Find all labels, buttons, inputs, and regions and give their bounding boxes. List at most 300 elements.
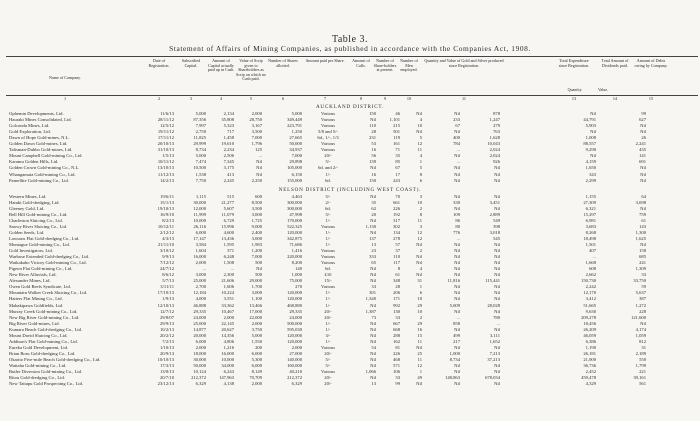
table-cell: 11,079 <box>221 211 234 217</box>
column-header: Quantity and Value of Gold and Silver produced since Registration. <box>424 58 504 68</box>
table-cell: 5/7/13 <box>162 278 174 284</box>
table-cell: 812 <box>639 338 646 344</box>
table-cell: 120,000 <box>287 296 302 302</box>
table-cell: 192 <box>393 211 400 217</box>
table-cell: 120,000 <box>287 290 302 296</box>
table-cell: 4,174 <box>635 326 646 332</box>
table-cell: 1,008 <box>585 135 596 141</box>
table-cell: 29,000 <box>249 278 262 284</box>
table-cell: 15/1/13 <box>159 199 174 205</box>
table-cell: 5,000 <box>291 111 302 116</box>
table-cell: 1,606 <box>223 284 234 290</box>
table-cell: 24,000 <box>289 314 302 320</box>
table-cell: Nil <box>454 171 460 177</box>
table-cell: 46,888 <box>193 302 206 308</box>
company-name: Ritou Gold-dredging Co., Ltd. <box>9 375 65 381</box>
column-header: Value of Scrip given to Shareholders as Scrip on which no Cash paid. <box>236 58 266 82</box>
table-cell: 26 <box>641 135 646 141</box>
table-cell: 2,000 <box>195 344 206 350</box>
table-cell: 120,000 <box>287 229 302 235</box>
table-cell: 2,700 <box>195 284 206 290</box>
table-cell: 86 <box>455 217 460 223</box>
table-cell: 143 <box>639 223 646 229</box>
table-cell: 1,550 <box>251 338 262 344</box>
table-cell: 5,000 <box>195 153 206 159</box>
table-cell: Nil <box>416 260 422 266</box>
table-cell: 51,665 <box>583 302 596 308</box>
table-cell: Nil <box>256 171 262 177</box>
table-cell: 5 <box>419 135 422 141</box>
company-name: Golden Dawn Gold-mines, Ltd. <box>9 141 68 147</box>
table-cell: 62 <box>371 205 376 211</box>
table-cell: Nil <box>494 193 500 199</box>
column-number: 11 <box>461 96 467 101</box>
table-cell: 545 <box>493 235 500 241</box>
table-cell: 37,213 <box>487 356 500 362</box>
table-cell: 61 <box>641 217 646 223</box>
table-cell: Nil <box>494 171 500 177</box>
column-header: Name of Company. <box>49 75 81 80</box>
table-cell: Nil <box>370 326 376 332</box>
table-cell: 10 <box>417 308 422 314</box>
table-cell: Nil <box>640 242 646 247</box>
table-cell: Nil <box>370 302 376 308</box>
table-cell: Nil <box>494 326 500 332</box>
table-cell: 1,538 <box>195 171 206 177</box>
table-cell: 5/- <box>325 193 331 199</box>
table-cell: 5/8 and 5/- <box>318 129 338 135</box>
table-cell: 37 <box>395 248 400 254</box>
table-cell: 6,000 <box>251 363 262 368</box>
table-cell: 763 <box>493 129 500 135</box>
table-cell: 413 <box>227 171 234 177</box>
table-cell: Various <box>320 147 336 153</box>
table-cell: 501 <box>393 129 400 135</box>
company-name: Ophemin Developments, Ltd. <box>9 111 64 116</box>
table-cell: 2,024 <box>489 147 500 153</box>
table-cell: 1,796 <box>251 141 262 147</box>
table-cell: 1/- <box>325 235 331 241</box>
table-cell: 140,000 <box>287 356 302 362</box>
table-cell: 6,243 <box>223 369 234 375</box>
table-cell: 278 <box>393 235 400 241</box>
table-cell: Nil <box>590 153 596 159</box>
table-cell: 3,000 <box>251 235 262 241</box>
table-cell: 57 <box>395 242 400 247</box>
table-cell: 400 <box>453 135 460 141</box>
table-cell: 1/- <box>325 338 331 344</box>
table-cell: 25 <box>417 350 422 356</box>
table-title: Statement of Affairs of Mining Companies, as published in accordance with the Companies Act, 1908. <box>169 44 531 53</box>
table-cell: 317 <box>393 217 400 223</box>
table-cell: 6d. <box>325 177 331 183</box>
table-cell: 678,034 <box>485 375 500 381</box>
table-cell: 3,551 <box>223 296 234 302</box>
table-cell: Nil <box>454 111 460 116</box>
table-cell: 20,627 <box>221 326 234 332</box>
table-cell: 28 <box>395 284 400 290</box>
table-cell: 1/- <box>325 171 331 177</box>
table-cell: 53 <box>371 141 376 147</box>
table-cell: Nil <box>494 363 500 368</box>
table-cell: 170,000 <box>287 217 302 223</box>
table-cell: 137 <box>369 235 376 241</box>
table-cell: ... <box>456 235 460 241</box>
table-cell: 5/- <box>325 363 331 368</box>
table-cell: 1,130 <box>365 223 376 229</box>
table-cell: 6,248 <box>223 254 234 260</box>
table-cell: 6,321 <box>585 205 596 211</box>
table-cell: Nil <box>494 260 500 266</box>
table-cell: Nil <box>454 205 460 211</box>
table-cell: 6,729 <box>223 217 234 223</box>
table-cell: 1/- <box>325 217 331 223</box>
table-cell: 99 <box>395 381 400 387</box>
table-cell: 18,456 <box>583 320 596 326</box>
table-cell: 5,000 <box>195 111 206 116</box>
table-cell: 3,000 <box>195 272 206 278</box>
table-cell: 11,999 <box>193 211 206 217</box>
table-cell: Nil <box>256 159 262 165</box>
table-cell: 14/2/13 <box>159 177 174 183</box>
table-cell: 9,630 <box>585 308 596 314</box>
table-cell: Nil <box>494 344 500 350</box>
table-cell: 10,224 <box>221 290 234 296</box>
table-cell: 20 <box>371 211 376 217</box>
column-header: Total Amount of Dividends paid. <box>601 58 629 68</box>
table-cell: Nil <box>370 332 376 338</box>
table-cell: 21/11/10 <box>157 242 174 247</box>
table-cell: 13/10/13 <box>157 165 174 171</box>
table-cell: 70 <box>395 193 400 199</box>
table-cell: 147,963 <box>219 375 234 381</box>
table-cell: 12/5/12 <box>159 123 174 129</box>
table-cell: 19/10/13 <box>157 205 174 211</box>
column-header: Amount paid per Share. <box>305 58 345 63</box>
company-name: Hauraki Mines Consolidated, Ltd. <box>9 117 72 123</box>
table-cell: 1/- <box>325 290 331 296</box>
table-cell: 1,983 <box>251 242 262 247</box>
table-cell: ... <box>456 314 460 320</box>
table-cell: Nil <box>454 369 460 375</box>
table-cell: 8/2/13 <box>162 217 174 223</box>
table-cell: 279 <box>493 123 500 129</box>
table-cell: 50,000 <box>289 141 302 147</box>
table-cell: 10,000 <box>193 217 206 223</box>
table-cell: 6d., 1/-, 1/3 <box>317 135 339 141</box>
table-cell: 2,134 <box>223 111 234 116</box>
table-cell: 717 <box>227 129 234 135</box>
table-cell: 26,181 <box>583 350 596 356</box>
company-name: Big River Gold-mines, Ltd. <box>9 320 60 326</box>
table-cell: 1,508 <box>223 260 234 266</box>
table-cell: 13,436 <box>221 235 234 241</box>
table-cell: 5,903 <box>585 123 596 129</box>
table-cell: 231 <box>369 135 376 141</box>
table-cell: 20,000 <box>193 332 206 338</box>
table-cell: 26,209 <box>583 326 596 332</box>
table-cell: 6,386 <box>585 338 596 344</box>
company-name: Gold Exploration, Ltd. <box>9 129 51 135</box>
table-cell: 16,000 <box>193 254 206 260</box>
table-cell: 11 <box>417 356 422 362</box>
table-cell: 330 <box>453 199 460 205</box>
column-header: Amount of Debts owing by Company. <box>634 58 668 68</box>
table-cell: 5 <box>419 165 422 171</box>
table-cell: 12 <box>417 363 422 368</box>
table-cell: 171 <box>393 296 400 302</box>
table-cell: 4,463 <box>291 193 302 199</box>
table-cell: Nil <box>256 165 262 171</box>
table-cell: Nil <box>416 129 422 135</box>
table-cell: 8,200 <box>291 260 302 266</box>
table-cell: 50,000 <box>193 363 206 368</box>
table-cell: Nil <box>494 205 500 211</box>
table-cell: 7/12/12 <box>159 260 174 266</box>
table-cell: 1/5/13 <box>162 153 174 159</box>
table-cell: 16 <box>417 326 422 332</box>
table-cell: 217 <box>453 338 460 344</box>
table-cell: 561 <box>639 381 646 387</box>
table-cell: 233 <box>453 117 460 123</box>
table-cell: 40,210 <box>289 369 302 375</box>
table-cell: 29 <box>417 302 422 308</box>
table-cell: 24/7/12 <box>159 266 174 272</box>
table-cell: 64 <box>641 193 646 199</box>
table-cell: 67 <box>455 123 460 129</box>
table-cell: 1/- <box>325 296 331 302</box>
company-name: Gold Investigators, Ltd. <box>9 248 53 254</box>
table-cell: 223,791 <box>287 123 302 129</box>
table-cell: 17/11/12 <box>157 135 174 141</box>
table-cell: Nil <box>494 177 500 183</box>
table-cell: Nil <box>494 242 500 247</box>
table-cell: 29,898 <box>289 159 302 165</box>
table-cell: 16/9/10 <box>159 211 174 217</box>
table-cell: 435 <box>639 147 646 153</box>
table-cell: 12,000 <box>193 205 206 211</box>
table-number: Table 3. <box>331 34 369 45</box>
company-name: Golden Seeds, Ltd. <box>9 229 45 235</box>
table-cell: 759 <box>639 211 646 217</box>
table-cell: 209,278 <box>581 314 596 320</box>
table-cell: Various <box>320 123 336 129</box>
table-cell: 2,242 <box>585 284 596 290</box>
table-cell: 28,750 <box>249 117 262 123</box>
table-cell: 148,863 <box>445 375 460 381</box>
company-name: Golden Crown Gold-mining Co., N.L. <box>9 165 80 171</box>
table-cell: 8 <box>419 171 422 177</box>
table-cell: 349,449 <box>287 117 302 123</box>
table-cell: 1,652 <box>489 338 500 344</box>
table-cell: 59 <box>641 284 646 290</box>
table-cell: Nil <box>494 308 500 314</box>
table-cell: 3,683 <box>585 223 596 229</box>
table-cell: Nil <box>370 117 376 123</box>
table-cell: 20/7/10 <box>159 375 174 381</box>
table-cell: 500 <box>255 260 262 266</box>
company-name: Owen Gold Reefs Syndicate, Ltd. <box>9 284 72 290</box>
table-cell: ... <box>456 159 460 165</box>
table-cell: 67 <box>395 165 400 171</box>
table-cell: 1,250 <box>291 129 302 135</box>
table-cell: 3 <box>419 193 422 199</box>
table-cell: 5/- <box>325 211 331 217</box>
table-cell: 200 <box>255 344 262 350</box>
table-cell: 11/6/13 <box>160 111 174 116</box>
table-cell: 11,816 <box>447 278 460 284</box>
column-number: 8 <box>359 96 363 101</box>
table-cell: 12/10/13 <box>157 302 174 308</box>
table-cell: 300,000 <box>287 199 302 205</box>
table-cell: 784 <box>453 141 460 147</box>
table-cell: 27,309 <box>583 199 596 205</box>
table-cell: 4,138 <box>223 381 234 387</box>
table-cell: 13 <box>371 381 376 387</box>
table-cell: 342,875 <box>287 235 302 241</box>
table-cell: 85 <box>395 159 400 165</box>
table-cell: 33 <box>371 284 376 290</box>
table-cell: 1/9/13 <box>162 296 174 302</box>
table-cell: Nil <box>370 278 376 284</box>
table-cell: Nil <box>370 229 376 235</box>
table-cell: 627 <box>639 117 646 123</box>
table-cell: 20/10/13 <box>157 141 174 147</box>
table-cell: 2,189 <box>635 350 646 356</box>
table-cell: Nil <box>454 165 460 171</box>
table-cell: 243 <box>393 177 400 183</box>
subhead-value: Value. <box>597 87 609 92</box>
table-cell: 99 <box>641 111 646 116</box>
table-cell: 5,323 <box>223 123 234 129</box>
table-cell: 3,167 <box>251 123 262 129</box>
company-name: Golconda Mines, Ltd. <box>9 123 50 129</box>
table-cell: 139 <box>369 159 376 165</box>
table-cell: 2,506 <box>223 153 234 159</box>
table-cell: 3,412 <box>585 296 596 302</box>
table-cell: 241 <box>639 260 646 266</box>
table-cell: 20/- <box>324 381 332 387</box>
table-cell: Nil <box>454 296 460 302</box>
table-cell: 220,000 <box>287 254 302 260</box>
table-cell: 21,606 <box>221 278 234 284</box>
table-cell: 20/- <box>324 153 332 159</box>
table-cell: 5,000 <box>251 332 262 338</box>
table-cell: Nil <box>494 284 500 290</box>
company-name: Mount David Sluicing Co., Ltd. <box>9 332 68 338</box>
table-cell: 571 <box>393 363 400 368</box>
table-cell: 2/12/12 <box>159 229 174 235</box>
table-cell: 2,024 <box>489 153 500 159</box>
table-cell: 776 <box>453 229 460 235</box>
table-cell: 371 <box>227 248 234 254</box>
table-cell: 22,145 <box>221 320 234 326</box>
column-number: 6 <box>281 96 285 101</box>
column-number: 7 <box>323 96 327 101</box>
table-cell: 11 <box>417 217 422 223</box>
table-cell: 4/3/13 <box>162 235 174 241</box>
table-cell: 878 <box>493 111 500 116</box>
table-cell: 221 <box>639 369 646 375</box>
table-cell: Nil <box>494 290 500 296</box>
table-cell: 1,595 <box>223 242 234 247</box>
table-cell: Nil <box>454 193 460 199</box>
table-cell: 34,937 <box>289 147 302 153</box>
table-cell: Nil <box>454 363 460 368</box>
table-cell: 3,500 <box>251 129 262 135</box>
table-cell: Nil <box>370 272 376 278</box>
table-cell: 691 <box>639 159 646 165</box>
table-cell: 15/- <box>324 278 332 284</box>
table-cell: 1,340 <box>365 296 376 302</box>
table-cell: 25,000 <box>193 320 206 326</box>
table-cell: 46,059 <box>583 332 596 338</box>
table-cell: 2,245 <box>223 177 234 183</box>
table-cell: Nil <box>454 177 460 183</box>
table-cell: 1,501 <box>585 242 596 247</box>
table-cell: ... <box>258 153 262 159</box>
table-cell: 4,159 <box>585 159 596 165</box>
table-cell: Nil <box>416 111 422 116</box>
table-cell: 73 <box>371 314 376 320</box>
table-cell: 17/3/13 <box>159 363 174 368</box>
column-number: 15 <box>648 96 654 101</box>
table-cell: 5,607 <box>223 205 234 211</box>
table-cell: 19,610 <box>221 141 234 147</box>
table-cell: 120,000 <box>287 338 302 344</box>
table-cell: 29,335 <box>289 308 302 314</box>
table-cell: 2 <box>419 205 422 211</box>
table-cell: Nil <box>416 272 422 278</box>
table-cell: 12 <box>417 141 422 147</box>
table-cell: 228 <box>639 308 646 314</box>
table-cell: 44,791 <box>583 117 596 123</box>
table-cell: 926 <box>493 159 500 165</box>
table-cell: 13 <box>371 242 376 247</box>
table-cell: 2,000 <box>291 344 302 350</box>
table-cell: 1,000 <box>291 272 302 278</box>
table-cell: Various <box>320 284 336 290</box>
table-cell: 70,709 <box>249 375 262 381</box>
column-number: 1 <box>63 96 67 101</box>
table-cell: Nil <box>494 381 500 387</box>
table-cell: 2,000 <box>223 314 234 320</box>
table-cell: 1,100 <box>251 296 262 302</box>
table-cell: 11,825 <box>193 135 206 141</box>
table-cell: 16 <box>371 171 376 177</box>
company-name: Whangamata Gold-mining Co., Ltd. <box>9 171 76 177</box>
table-cell: 26,116 <box>193 223 206 229</box>
table-cell: 15,297 <box>583 211 596 217</box>
table-cell: 10,124 <box>193 369 206 375</box>
table-cell: Nil <box>416 242 422 247</box>
table-cell: 110 <box>369 123 376 129</box>
table-cell: 6 <box>419 290 422 296</box>
table-cell: 3,000 <box>251 211 262 217</box>
table-cell: 4 <box>419 153 422 159</box>
table-cell: 15 <box>417 332 422 338</box>
table-cell: 7,750 <box>195 177 206 183</box>
table-cell: 10,043 <box>487 141 500 147</box>
table-cell: 24,000 <box>193 314 206 320</box>
table-cell: 158 <box>639 248 646 254</box>
company-name: Waikakaho Victory Gold-mining Co., Ltd. <box>9 260 87 266</box>
company-name: Brian Boru Gold-dredging Co., Ltd. <box>9 350 76 356</box>
table-cell: 300,000 <box>287 205 302 211</box>
table-cell: 8,734 <box>195 147 206 153</box>
table-cell: 33,362 <box>221 302 234 308</box>
table-cell: Nil <box>370 363 376 368</box>
